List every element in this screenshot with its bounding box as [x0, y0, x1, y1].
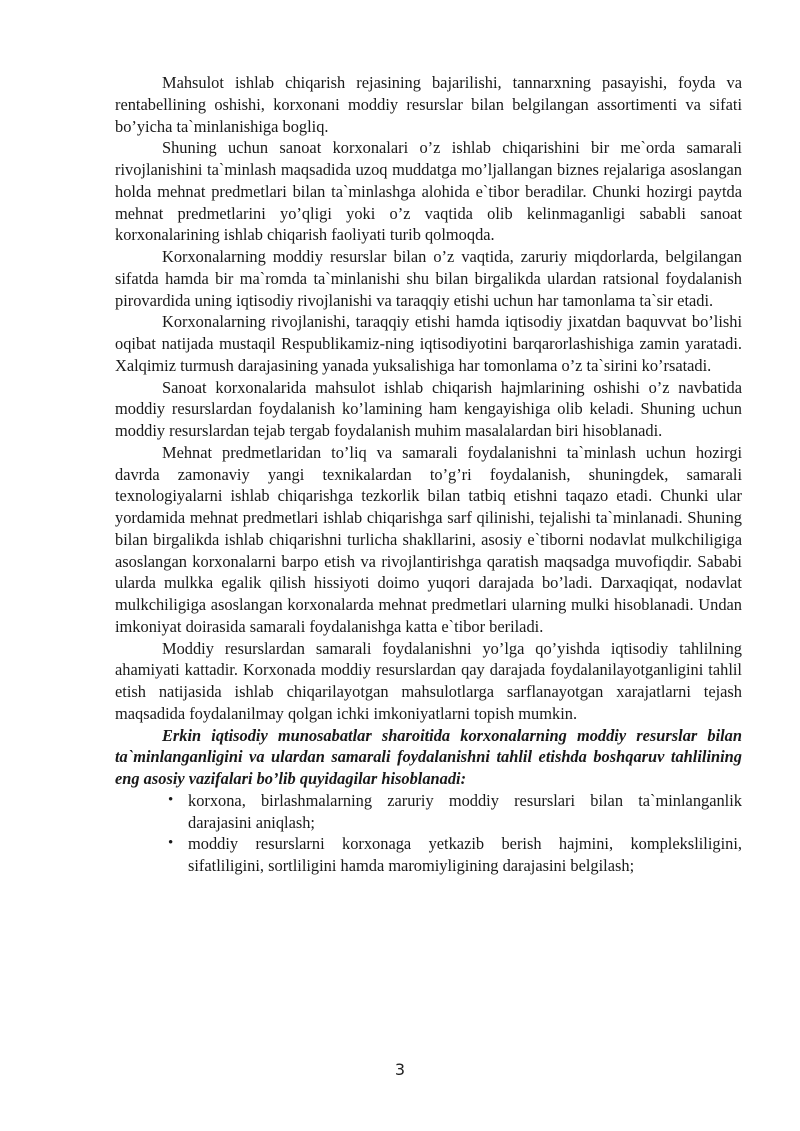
paragraph-1: Mahsulot ishlab chiqarish rejasining bajarilishi, tannarxning pasayishi, foyda va rentabellining oshishi, korxonani moddiy resurslar bilan belgilangan assortimenti va sifati bo’yicha ta`minlanishiga bogliq. [115, 73, 742, 136]
bullet-icon: • [168, 835, 174, 852]
bullet-icon: • [168, 791, 174, 808]
paragraph-3: Korxonalarning moddiy resurslar bilan o’z vaqtida, zaruriy miqdorlarda, belgilangan sifatda hamda bir ma`romda ta`minlanishi shu bilan birgalikda ulardan ratsional foydalanish pirovardida uning iqtisodiy rivojlanishi va taraqqiy etishi uchun har tamonlama ta`sir etadi. [115, 247, 742, 310]
list-item [115, 833, 742, 877]
paragraph-7: Moddiy resurslardan samarali foydalanishni yo’lga qo’yishda iqtisodiy tahlilning ahamiyati kattadir. Korxonada moddiy resurslardan qay darajada foydalanilayotganligini tahlil etish natijasida ishlab chiqarilayotgan mahsulotlarga sarflanayotgan xarajatlarni tejash maqsadida foydalanilmay qolgan ichki imkoniyatlarni topish mumkin. [115, 638, 742, 723]
document-page [115, 72, 742, 877]
list-item [115, 790, 742, 834]
paragraph-2: Shuning uchun sanoat korxonalari o’z ishlab chiqarishini bir me`orda samarali rivojlanishini ta`minlash maqsadida uzoq muddatga mo’ljallangan biznes rejalariga asoslangan holda mehnat predmetlari bilan ta`minlashga alohida e`tibor beradilar. Chunki hozirgi paytda mehnat predmetlarini yo’qligi yoki o’z vaqtida olib kelinmaganligi sababli sanoat korxonalarining ishlab chiqarish faoliyati turib qolmoqda. [115, 138, 742, 245]
page-number: 3 [394, 1060, 406, 1079]
task-list [115, 790, 742, 877]
paragraph-4: Korxonalarning rivojlanishi, taraqqiy etishi hamda iqtisodiy jixatdan baquvvat bo’lishi oqibat natijada mustaqil Respublikamiz-ning iqtisodiyotini barqarorlashishiga zamin yaratadi. Xalqimiz turmush darajasining yanada yuksalishiga har tomonlama o’z ta`sirini ko’rsatadi. [115, 312, 742, 375]
list-item-text: moddiy resurslarni korxonaga yetkazib berish hajmini, kompleksliligini, sifatliligini, sortliligini hamda maromiyligining darajasini belgilash; [188, 834, 742, 875]
paragraph-6: Mehnat predmetlaridan to’liq va samarali foydalanishni ta`minlash uchun hozirgi davrda zamonaviy yangi texnikalardan to’g’ri foydalanish, shuningdek, samarali texnologiyalarni ishlab chiqarishga tezkorlik bilan tatbiq etishni taqazo etadi. Chunki ular yordamida mehnat predmetlari ishlab chiqarishga sarf qilinishi, tejalishi ta`minlanadi. Shuning bilan birgalikda ishlab chiqarishni turlicha shakllarini, asosiy e`tiborni nodavlat mulkchiligiga asoslangan korxonalarni barpo etish va rivojlantirishga qaratish maqsadga muvofiqdir. Sababi ularda mulkka egalik qilish hissiyoti doimo yuqori darajada bo’ladi. Darxaqiqat, nodavlat mulkchiligiga asoslangan korxonalarda mehnat predmetlari ularning mulki hisoblanadi. Undan imkoniyat doirasida samarali foydalanishga katta e`tibor beriladi. [115, 442, 742, 636]
paragraph-5: Sanoat korxonalarida mahsulot ishlab chiqarish hajmlarining oshishi o’z navbatida moddiy resurslardan foydalanish ko’lamining ham kengayishiga olib keladi. Shuning uchun moddiy resurslardan tejab tergab foydalanish muhim masalalardan biri hisoblanadi. [115, 377, 742, 440]
emphasis-paragraph: Erkin iqtisodiy munosabatlar sharoitida korxonalarning moddiy resurslar bilan ta`minlanganligini va ulardan samarali foydalanishni tahlil etishda boshqaruv tahlilining eng asosiy vazifalari bo’lib quyidagilar hisoblanadi: [115, 725, 742, 788]
list-item-text: korxona, birlashmalarning zaruriy moddiy resurslari bilan ta`minlanganlik darajasini aniqlash; [188, 790, 742, 832]
